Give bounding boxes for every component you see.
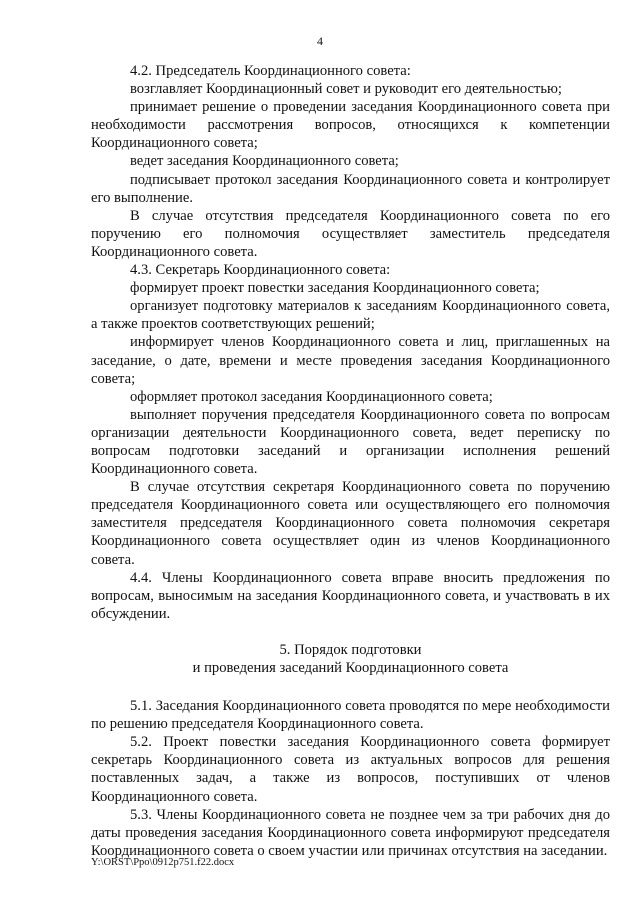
paragraph: выполняет поручения председателя Координационного совета по вопросам организации деятельности Координационного совета, ведет переписку по вопросам подготовки заседаний и организации исполнения решений Координационного совета. xyxy=(91,406,610,478)
footer-file-path: Y:\ORST\Ppo\0912p751.f22.docx xyxy=(91,857,235,868)
clause-5-1: 5.1. Заседания Координационного совета проводятся по мере необходимости по решению председателя Координационного совета. xyxy=(91,698,610,733)
paragraph: В случае отсутствия председателя Координационного совета по его поручению его полномочия осуществляет заместитель председателя Координационного совета. xyxy=(91,207,610,260)
clause-4-3: 4.3. Секретарь Координационного совета: xyxy=(130,262,391,279)
paragraph: формирует проект повестки заседания Координационного совета; xyxy=(130,280,540,297)
paragraph: оформляет протокол заседания Координационного совета; xyxy=(130,388,493,405)
document-body xyxy=(91,62,610,860)
paragraph: ведет заседания Координационного совета; xyxy=(130,153,399,170)
section-heading-line: и проведения заседаний Координационного совета xyxy=(192,660,509,676)
paragraph: подписывает протокол заседания Координационного совета и контролирует его выполнение. xyxy=(91,171,610,206)
page-number: 4 xyxy=(317,34,323,48)
paragraph: принимает решение о проведении заседания Координационного совета при необходимости рассмотрения вопросов, относящихся к компетенции Координационного совета; xyxy=(91,99,610,152)
clause-4-2: 4.2. Председатель Координационного совета: xyxy=(130,63,411,79)
paragraph: возглавляет Координационный совет и руководит его деятельностью; xyxy=(130,81,562,98)
clause-5-2: 5.2. Проект повестки заседания Координационного совета формирует секретарь Координационного совета из актуальных вопросов для решения поставленных задач, а также из вопросов, поступивших от членов Координационного совета. xyxy=(91,734,610,805)
paragraph: В случае отсутствия секретаря Координационного совета по поручению председателя Координационного совета или осуществляющего его полномочия заместителя председателя Координационного совета полномочия секретаря Координационного совета осуществляет один из членов Координационного совета. xyxy=(91,479,610,568)
paragraph: организует подготовку материалов к заседаниям Координационного совета, а также проектов соответствующих решений; xyxy=(91,298,610,333)
paragraph: информирует членов Координационного совета и лиц, приглашенных на заседание, о дате, времени и месте проведения заседания Координационного совета; xyxy=(91,334,610,387)
clause-4-4: 4.4. Члены Координационного совета вправе вносить предложения по вопросам, выносимым на заседания Координационного совета, и участвовать в их обсуждении. xyxy=(91,569,610,622)
section-heading-line: 5. Порядок подготовки xyxy=(279,641,422,658)
clause-5-3: 5.3. Члены Координационного совета не позднее чем за три рабочих дня до даты проведения заседания Координационного совета информируют председателя Координационного совета о своем участии или причинах отсутствия на заседании. xyxy=(91,806,610,859)
section-heading xyxy=(91,641,610,677)
